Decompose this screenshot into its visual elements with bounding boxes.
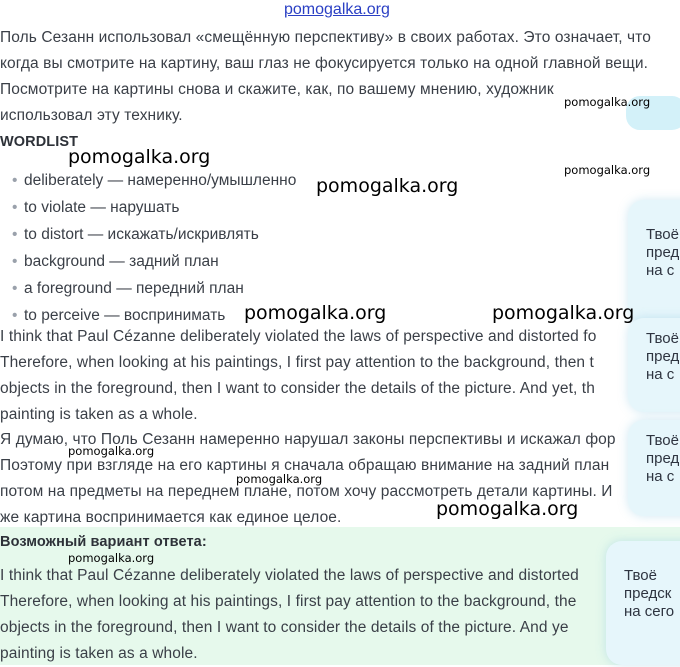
possible-answer-line: I think that Paul Cézanne deliberately violated the laws of perspective and distorted [0, 567, 579, 584]
wordlist-item-text: to violate — нарушать [24, 199, 180, 216]
chat-bubble[interactable]: Твоё пред на с [628, 318, 680, 412]
answer-russian-line: Поэтому при взгляде на его картины я сначала обращаю внимание на задний план [0, 457, 610, 474]
wordlist-item-text: to distort — искажать/искривлять [24, 226, 259, 243]
answer-english-line: I think that Paul Cézanne deliberately violated the laws of perspective and distorted fo [0, 328, 597, 345]
answer-english-line: Therefore, when looking at his paintings, I first pay attention to the background, then t [0, 354, 594, 371]
possible-answer-line: objects in the foreground, then I want to consider the details of the picture. And ye [0, 619, 569, 636]
watermark: pomogalka.org [68, 551, 155, 565]
chat-bubble[interactable]: Твоё пред на с [628, 200, 680, 322]
chat-bubble[interactable]: Твоё предск на сего [606, 541, 680, 665]
task-line: Посмотрите на картины снова и скажите, как, по вашему мнению, художник [0, 81, 554, 98]
watermark: pomogalka.org [316, 175, 459, 197]
chat-bubble[interactable]: Твоё пред на с [628, 420, 680, 516]
wordlist-item [0, 275, 296, 302]
watermark: pomogalka.org [564, 163, 651, 177]
possible-answer-text [0, 563, 680, 667]
watermark: pomogalka.org [436, 498, 579, 520]
watermark: pomogalka.org [564, 95, 651, 109]
answer-russian-line: потом на предметы на переднем плане, потом хочу рассмотреть детали картины. И [0, 483, 613, 500]
wordlist-item [0, 221, 296, 248]
wordlist-item-text: background — задний план [24, 253, 219, 270]
site-header-link[interactable]: pomogalka.org [284, 1, 390, 18]
wordlist-item [0, 194, 296, 221]
watermark: pomogalka.org [236, 472, 323, 486]
possible-answer-title: Возможный вариант ответа: [0, 534, 207, 550]
possible-answer-line: painting is taken as a whole. [0, 645, 198, 662]
watermark: pomogalka.org [68, 146, 211, 168]
possible-answer-line: Therefore, when looking at his paintings, I first pay attention to the background, the [0, 593, 577, 610]
answer-russian-line: Я думаю, что Поль Сезанн намеренно нарушал законы перспективы и искажал фор [0, 431, 616, 448]
watermark: pomogalka.org [492, 302, 635, 324]
watermark: pomogalka.org [244, 302, 387, 324]
wordlist-item-text: deliberately — намеренно/умышленно [24, 172, 297, 189]
answer-russian-line: же картина воспринимается как единое целое. [0, 509, 342, 526]
wordlist-item [0, 167, 296, 194]
answer-english [0, 324, 680, 428]
task-paragraph [0, 25, 680, 129]
wordlist-item-text: a foreground — передний план [24, 280, 244, 297]
answer-english-line: painting is taken as a whole. [0, 406, 198, 423]
answer-english-line: objects in the foreground, then I want to consider the details of the picture. And yet, th [0, 380, 595, 397]
wordlist-title: WORDLIST [0, 134, 79, 150]
task-line: использовал эту технику. [0, 107, 183, 124]
watermark: pomogalka.org [68, 444, 155, 458]
wordlist-item [0, 248, 296, 275]
task-line: когда вы смотрите на картину, ваш глаз не фокусируется только на одной главной вещи. [0, 55, 648, 72]
wordlist-item-text: to perceive — воспринимать [24, 307, 226, 324]
task-line: Поль Сезанн использовал «смещённую перспективу» в своих работах. Это означает, что [0, 29, 651, 46]
